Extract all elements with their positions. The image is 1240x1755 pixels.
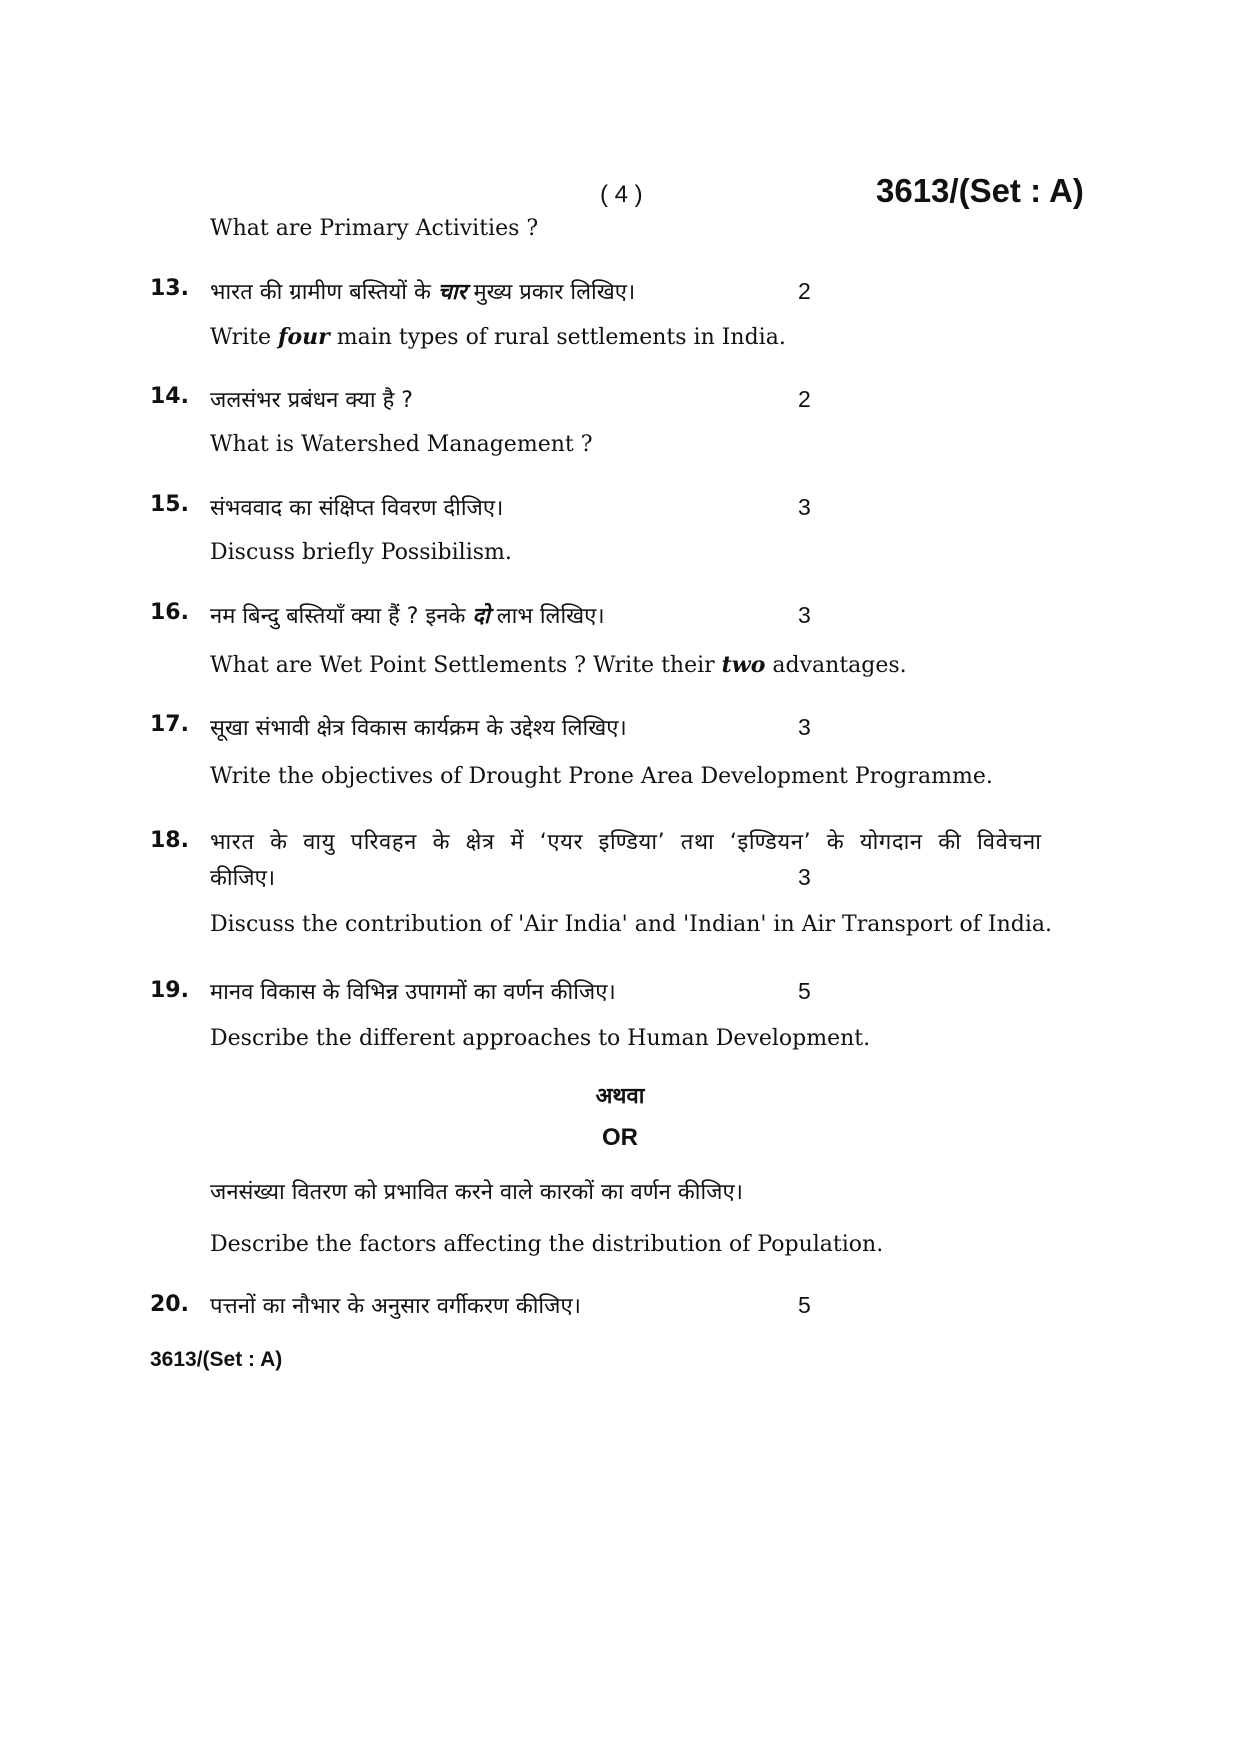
paper-code-footer: 3613/(Set : A) [150, 1348, 283, 1371]
question-16-english: What are Wet Point Settlements ? Write their two advantages. [210, 652, 907, 678]
question-13-english: Write four main types of rural settlements in India. [210, 324, 786, 350]
marks-16: 3 [798, 602, 811, 628]
question-18-hindi-line1: भारत के वायु परिवहन के क्षेत्र में ‘एयर इण्डिया’ तथा ‘इण्डियन’ के योगदान की विवेचना [210, 830, 1042, 855]
or-english: OR [602, 1124, 638, 1151]
question-20-hindi: पत्तनों का नौभार के अनुसार वर्गीकरण कीजिए। [210, 1294, 581, 1319]
question-14-english: What is Watershed Management ? [210, 432, 593, 457]
question-15-english: Discuss briefly Possibilism. [210, 540, 512, 565]
question-number-13: 13. [150, 276, 189, 301]
question-19-alt-english: Describe the factors affecting the distribution of Population. [210, 1232, 884, 1257]
emphasis-text: चार [437, 280, 467, 305]
question-19-english: Describe the different approaches to Human Development. [210, 1026, 871, 1051]
page-number: ( 4 ) [600, 181, 643, 208]
paper-code-header: 3613/(Set : A) [876, 172, 1084, 209]
marks-20: 5 [798, 1292, 811, 1318]
emphasis-text: four [278, 324, 330, 350]
marks-19: 5 [798, 978, 811, 1004]
question-19-alt-hindi: जनसंख्या वितरण को प्रभावित करने वाले कारकों का वर्णन कीजिए। [210, 1180, 743, 1205]
marks-15: 3 [798, 494, 811, 520]
question-18-hindi-line2: कीजिए। [210, 866, 276, 891]
question-16-hindi: नम बिन्दु बस्तियाँ क्या हैं ? इनके दो लाभ लिखिए। [210, 604, 605, 629]
prev-question-english: What are Primary Activities ? [210, 216, 539, 241]
marks-18: 3 [798, 864, 811, 890]
marks-17: 3 [798, 714, 811, 740]
question-15-hindi: संभववाद का संक्षिप्त विवरण दीजिए। [210, 496, 504, 521]
emphasis-text: दो [472, 604, 490, 629]
question-17-english: Write the objectives of Drought Prone Area Development Programme. [210, 764, 993, 789]
question-number-18: 18. [150, 828, 189, 853]
or-hindi: अथवा [595, 1084, 645, 1109]
marks-13: 2 [798, 278, 811, 304]
question-number-15: 15. [150, 492, 189, 517]
question-number-20: 20. [150, 1292, 189, 1317]
marks-14: 2 [798, 386, 811, 412]
emphasis-text: two [721, 652, 766, 678]
question-number-14: 14. [150, 384, 189, 409]
question-13-hindi: भारत की ग्रामीण बस्तियों के चार मुख्य प्रकार लिखिए। [210, 280, 636, 305]
question-17-hindi: सूखा संभावी क्षेत्र विकास कार्यक्रम के उद्देश्य लिखिए। [210, 716, 627, 741]
question-number-17: 17. [150, 712, 189, 737]
question-number-16: 16. [150, 600, 189, 625]
question-19-hindi: मानव विकास के विभिन्न उपागमों का वर्णन कीजिए। [210, 980, 616, 1005]
question-14-hindi: जलसंभर प्रबंधन क्या है ? [210, 388, 413, 413]
question-number-19: 19. [150, 978, 189, 1003]
question-18-english: Discuss the contribution of 'Air India' and 'Indian' in Air Transport of India. [210, 912, 1052, 937]
